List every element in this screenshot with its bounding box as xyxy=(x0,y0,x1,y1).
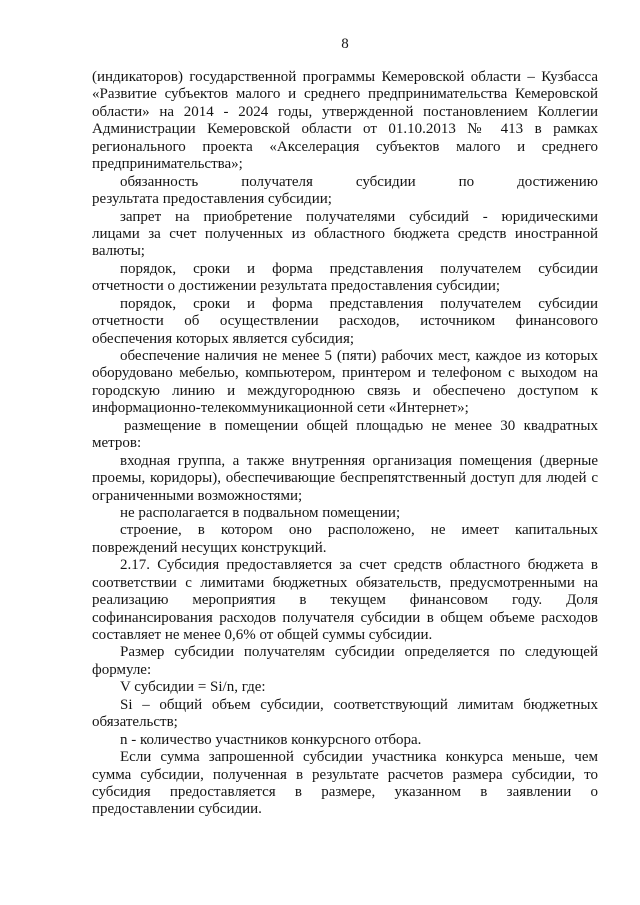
text-line: результата предоставления субсидии; xyxy=(92,191,332,208)
text-line: 2.17. Субсидия предоставляется за счет средств областного бюджета в xyxy=(120,557,598,574)
text-line: размещение в помещении общей площадью не менее 30 квадратных xyxy=(124,417,598,434)
text-line: Администрации Кемеровской области от 01.10.2013 № 413 в рамках xyxy=(92,121,598,138)
text-line: софинансирования расходов получателя субсидии в общем объеме расходов xyxy=(92,609,598,626)
text-line: предоставлении субсидии. xyxy=(92,801,262,818)
paragraph xyxy=(92,644,598,679)
text-line: составляет не менее 0,6% от общей суммы субсидии. xyxy=(92,627,433,643)
text-line: Размер субсидии получателям субсидии определяется по следующей xyxy=(120,644,598,661)
text-line: отчетности об осуществлении расходов, источником финансового xyxy=(92,313,598,330)
text-line: валюты; xyxy=(92,243,145,260)
text-line: обеспечение наличия не менее 5 (пяти) рабочих мест, каждое из которых xyxy=(120,348,598,364)
paragraph xyxy=(92,749,598,819)
paragraph-continuation xyxy=(92,69,598,174)
text-line: n - количество участников конкурсного отбора. xyxy=(120,731,422,748)
text-line: метров: xyxy=(92,435,142,452)
text-line: Si – общий объем субсидии, соответствующий лимитам бюджетных xyxy=(120,696,598,713)
text-line: повреждений несущих конструкций. xyxy=(92,539,327,556)
paragraph xyxy=(92,209,598,261)
paragraph xyxy=(92,261,598,296)
text-line: отчетности о достижении результата предоставления субсидии; xyxy=(92,278,501,295)
text-line: области» на 2014 - 2024 годы, утвержденной постановлением Коллегии xyxy=(92,103,598,120)
text-line: регионального проекта «Акселерация субъектов малого и среднего xyxy=(92,138,598,155)
text-line: Если сумма запрошенной субсидии участника конкурса меньше, чем xyxy=(120,749,598,766)
paragraph xyxy=(92,732,598,749)
text-line: V субсидии = Si/n, где: xyxy=(120,679,266,696)
text-line: реализацию мероприятия в текущем финансовом году. Доля xyxy=(92,592,598,609)
text-line: строение, в котором оно расположено, не имеет капитальных xyxy=(120,522,598,539)
text-line: ограниченными возможностями; xyxy=(92,487,303,504)
paragraph xyxy=(92,348,598,418)
text-line: городскую линию и междугороднюю связь и обеспечено доступом к xyxy=(92,382,598,399)
document-body xyxy=(92,69,598,819)
text-line: порядок, сроки и форма представления получателем субсидии xyxy=(120,295,598,312)
page-number: 8 xyxy=(341,36,349,52)
text-line: информационно-телекоммуникационной сети «Интернет»; xyxy=(92,400,469,417)
text-line: порядок, сроки и форма представления получателем субсидии xyxy=(120,260,598,277)
text-line: сумма субсидии, полученная в результате расчетов размера субсидии, то xyxy=(92,766,598,783)
text-line: не располагается в подвальном помещении; xyxy=(120,504,401,521)
text-line: соответствии с лимитами бюджетных обязательств, предусмотренными на xyxy=(92,574,598,591)
text-line: проемы, коридоры), обеспечивающие беспрепятственный доступ для людей с xyxy=(92,470,598,487)
text-line: запрет на приобретение получателями субсидий - юридическими xyxy=(120,208,598,225)
paragraph xyxy=(92,453,598,505)
text-line: обязанность получателя субсидии по достижению xyxy=(120,173,598,190)
paragraph xyxy=(92,522,598,557)
text-line: формуле: xyxy=(92,661,152,678)
text-line: оборудовано мебелью, компьютером, принтером и телефоном с выходом на xyxy=(92,365,598,382)
text-line: обязательств; xyxy=(92,714,178,731)
text-line: обеспечения которых является субсидия; xyxy=(92,330,355,347)
text-line: (индикаторов) государственной программы Кемеровской области – Кузбасса xyxy=(92,69,598,85)
paragraph-section-2-17 xyxy=(92,557,598,644)
text-line: предпринимательства»; xyxy=(92,156,243,173)
paragraph xyxy=(92,418,598,453)
text-line: «Развитие субъектов малого и среднего предпринимательства Кемеровской xyxy=(92,86,598,103)
text-line: субсидия предоставляется в размере, указанном в заявлении о xyxy=(92,783,598,800)
paragraph xyxy=(92,296,598,348)
paragraph xyxy=(92,697,598,732)
text-line: входная группа, а также внутренняя организация помещения (дверные xyxy=(120,452,598,469)
paragraph xyxy=(92,174,598,209)
paragraph xyxy=(92,505,598,522)
text-line: лицами за счет полученных из областного бюджета средств иностранной xyxy=(92,225,598,242)
formula xyxy=(92,679,598,696)
